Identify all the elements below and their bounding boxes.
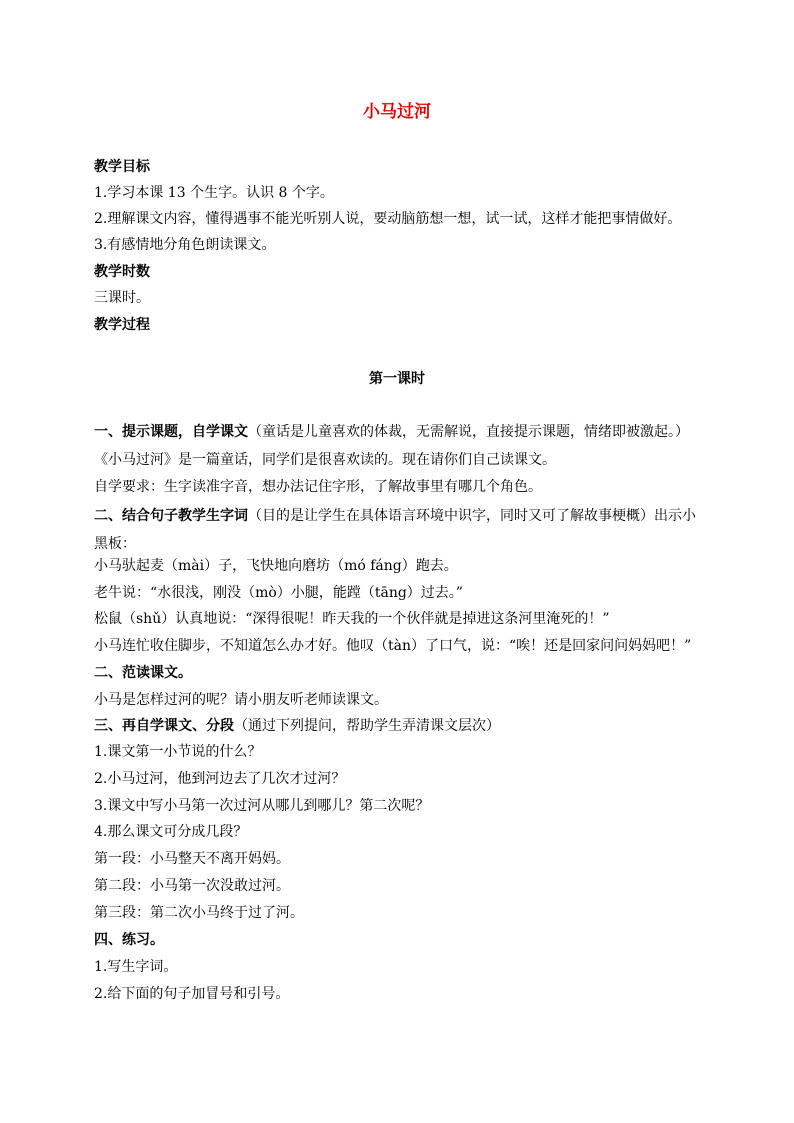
step-4 <box>94 715 714 737</box>
step-2-note: （目的是让学生在具体语言环境中识字，同时又可了解故事梗概）出示小黑板： <box>94 508 696 552</box>
step-3-line: 小马是怎样过河的呢？请小朋友听老师读课文。 <box>94 692 388 708</box>
part-3: 第三段：第二次小马终于过了河。 <box>94 905 304 921</box>
sentence-2: 老牛说：“水很浅，刚没（mò）小腿，能蹚（tāng）过去。” <box>94 585 463 601</box>
step-1-line-3: 自学要求：生字读准字音，想办法记住字形，了解故事里有哪几个角色。 <box>94 479 542 495</box>
step-3-heading: 二、范读课文。 <box>94 665 192 681</box>
step-5-heading: 四、练习。 <box>94 932 164 948</box>
exercise-1: 1.写生字词。 <box>94 959 178 975</box>
sentence-3: 松鼠（shǔ）认真地说：“深得很呢！昨天我的一个伙伴就是掉进这条河里淹死的！” <box>94 611 610 627</box>
hours-text: 三课时。 <box>94 290 150 306</box>
goal-item-1: 1.学习本课 13 个生字。认识 8 个字。 <box>94 185 334 201</box>
goal-item-3: 3.有感情地分角色朗读课文。 <box>94 237 276 253</box>
part-1: 第一段：小马整天不离开妈妈。 <box>94 851 290 867</box>
document-title: 小马过河 <box>363 102 431 122</box>
step-1-note: （童话是儿童喜欢的体裁，无需解说，直接提示课题，情绪即被激起。） <box>248 424 689 440</box>
part-2: 第二段：小马第一次没敢过河。 <box>94 878 290 894</box>
step-4-note: （通过下列提问，帮助学生弄清课文层次） <box>234 718 500 734</box>
question-1: 1.课文第一小节说的什么？ <box>94 744 262 760</box>
exercise-2: 2.给下面的句子加冒号和引号。 <box>94 986 290 1002</box>
step-2-heading: 二、结合句子教学生字词 <box>94 508 248 524</box>
step-2 <box>94 502 704 558</box>
question-2: 2.小马过河，他到河边去了几次才过河？ <box>94 771 346 787</box>
goal-item-2: 2.理解课文内容，懂得遇事不能光听别人说，要动脑筋想一想，试一试，这样才能把事情做好。 <box>94 211 682 227</box>
step-1 <box>94 421 714 443</box>
question-3: 3.课文中写小马第一次过河从哪儿到哪儿？第二次呢？ <box>94 798 430 814</box>
sentence-1: 小马驮起麦（mài）子，飞快地向磨坊（mó fáng）跑去。 <box>94 558 458 574</box>
heading-goals: 教学目标 <box>94 159 150 175</box>
heading-process: 教学过程 <box>94 317 150 333</box>
step-4-heading: 三、再自学课文、分段 <box>94 718 234 734</box>
step-1-heading: 一、提示课题，自学课文 <box>94 424 248 440</box>
step-1-line-2: 《小马过河》是一篇童话，同学们是很喜欢读的。现在请你们自己读课文。 <box>94 452 556 468</box>
lesson-title: 第一课时 <box>369 371 425 387</box>
heading-hours: 教学时数 <box>94 264 150 280</box>
question-4: 4.那么课文可分成几段？ <box>94 824 248 840</box>
sentence-4: 小马连忙收住脚步，不知道怎么办才好。他叹（tàn）了口气，说：“唉！还是回家问问妈妈吧！” <box>94 638 692 654</box>
